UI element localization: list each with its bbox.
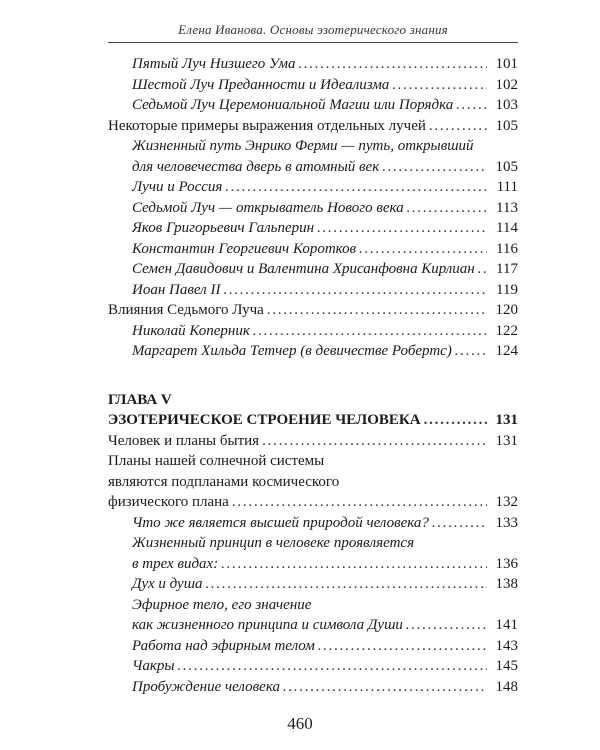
toc-entry-page: 105 bbox=[495, 158, 518, 175]
leader-dots bbox=[424, 410, 487, 431]
table-of-contents bbox=[108, 54, 518, 697]
toc-entry-page: 117 bbox=[496, 261, 518, 277]
toc-entry-title: Константин Георгиевич Коротков bbox=[132, 240, 357, 257]
toc-entry-title: Николай Коперник bbox=[132, 322, 250, 339]
toc-entry-page: 132 bbox=[495, 494, 518, 510]
leader-dots bbox=[318, 636, 487, 657]
page-number: 460 bbox=[287, 714, 313, 733]
toc-entry-title: для человечества дверь в атомный век bbox=[132, 158, 380, 175]
toc-entry-title: Жизненный принцип в человеке проявляется bbox=[132, 535, 415, 551]
chapter-title-entry[interactable] bbox=[108, 410, 518, 431]
toc-entry-title: Лучи и Россия bbox=[132, 179, 223, 195]
toc-entry-page: 133 bbox=[495, 514, 518, 531]
toc-entry-title: как жизненного принципа и символа Души bbox=[132, 617, 403, 633]
toc-entry-title: Влияния Седьмого Луча bbox=[108, 302, 264, 318]
toc-entry[interactable] bbox=[108, 218, 518, 239]
header-rule bbox=[108, 42, 518, 43]
leader-dots bbox=[455, 341, 487, 362]
leader-dots bbox=[406, 615, 487, 636]
toc-entry[interactable] bbox=[108, 198, 518, 219]
toc-entry-title: Дух и душа bbox=[132, 576, 203, 592]
toc-entry[interactable] bbox=[108, 636, 518, 657]
toc-entry-page: 113 bbox=[496, 199, 518, 216]
leader-dots bbox=[267, 300, 487, 321]
leader-dots bbox=[432, 513, 487, 534]
toc-entry-title: Пробуждение человека bbox=[132, 678, 280, 695]
toc-entry-title: Маргарет Хильда Тетчер (в девичестве Робертс) bbox=[132, 343, 452, 359]
toc-entry[interactable] bbox=[108, 341, 518, 362]
leader-dots bbox=[478, 259, 487, 280]
toc-entry-title: физического плана bbox=[108, 494, 229, 510]
toc-entry-line[interactable] bbox=[108, 451, 518, 472]
toc-entry[interactable] bbox=[108, 177, 518, 198]
toc-entry-title: Яков Григорьевич Гальперин bbox=[132, 220, 315, 236]
toc-entry-page: 124 bbox=[495, 343, 518, 359]
chapter-label: ГЛАВА V bbox=[108, 391, 172, 408]
leader-dots bbox=[317, 218, 487, 239]
toc-entry[interactable] bbox=[108, 54, 518, 75]
toc-entry-title: Планы нашей солнечной системы bbox=[108, 453, 325, 469]
toc-entry-title: Пятый Луч Низшего Ума bbox=[132, 56, 296, 72]
leader-dots bbox=[298, 54, 487, 75]
toc-entry-line[interactable] bbox=[108, 472, 518, 493]
toc-entry[interactable] bbox=[108, 615, 518, 636]
toc-entry-title: Человек и планы бытия bbox=[108, 432, 260, 449]
toc-entry-page: 102 bbox=[495, 76, 518, 93]
toc-entry[interactable] bbox=[108, 75, 518, 96]
leader-dots bbox=[221, 554, 487, 575]
leader-dots bbox=[382, 157, 487, 178]
chapter-title: ЭЗОТЕРИЧЕСКОЕ СТРОЕНИЕ ЧЕЛОВЕКА bbox=[108, 412, 421, 428]
leader-dots bbox=[206, 574, 487, 595]
toc-entry-title: в трех видах: bbox=[132, 555, 219, 572]
toc-entry[interactable] bbox=[108, 554, 518, 575]
toc-entry-title: Работа над эфирным телом bbox=[132, 637, 315, 654]
toc-entry-page: 143 bbox=[495, 637, 518, 654]
toc-entry-title: Шестой Луч Преданности и Идеализма bbox=[132, 76, 390, 93]
leader-dots bbox=[232, 492, 487, 513]
toc-entry[interactable] bbox=[108, 300, 518, 321]
leader-dots bbox=[456, 95, 487, 116]
toc-entry[interactable] bbox=[108, 677, 518, 698]
leader-dots bbox=[429, 116, 487, 137]
toc-entry-page: 114 bbox=[496, 220, 518, 236]
leader-dots bbox=[178, 656, 487, 677]
toc-entry[interactable] bbox=[108, 656, 518, 677]
toc-entry-page: 131 bbox=[495, 412, 518, 428]
toc-entry-title: Жизненный путь Энрико Ферми — путь, открывший bbox=[132, 138, 474, 154]
toc-entry-line[interactable] bbox=[108, 533, 518, 554]
toc-entry-title: Некоторые примеры выражения отдельных лучей bbox=[108, 117, 426, 134]
toc-entry[interactable] bbox=[108, 157, 518, 178]
leader-dots bbox=[223, 280, 487, 301]
toc-entry[interactable] bbox=[108, 431, 518, 452]
toc-entry[interactable] bbox=[108, 239, 518, 260]
toc-entry[interactable] bbox=[108, 513, 518, 534]
toc-entry-page: 131 bbox=[495, 432, 518, 449]
toc-entry-page: 148 bbox=[495, 678, 518, 695]
toc-entry-page: 111 bbox=[496, 179, 518, 195]
toc-entry-title: Седьмой Луч — открыватель Нового века bbox=[132, 199, 404, 216]
toc-entry-page: 136 bbox=[495, 555, 518, 572]
leader-dots bbox=[262, 431, 487, 452]
leader-dots bbox=[407, 198, 487, 219]
toc-entry-page: 116 bbox=[496, 240, 518, 257]
toc-entry-title: Что же является высшей природой человека? bbox=[132, 514, 429, 531]
toc-entry-page: 119 bbox=[496, 281, 518, 298]
toc-entry-page: 105 bbox=[495, 117, 518, 134]
leader-dots bbox=[253, 321, 487, 342]
leader-dots bbox=[283, 677, 487, 698]
toc-entry-page: 141 bbox=[495, 617, 518, 633]
toc-entry-page: 120 bbox=[495, 302, 518, 318]
toc-entry-title: Иоан Павел II bbox=[132, 281, 221, 298]
toc-entry-title: являются подпланами космического bbox=[108, 473, 340, 490]
toc-entry-page: 122 bbox=[495, 322, 518, 339]
toc-entry[interactable] bbox=[108, 280, 518, 301]
toc-entry-line[interactable] bbox=[108, 136, 518, 157]
toc-entry-page: 101 bbox=[495, 56, 518, 72]
leader-dots bbox=[359, 239, 487, 260]
toc-entry[interactable] bbox=[108, 116, 518, 137]
toc-entry[interactable] bbox=[108, 492, 518, 513]
toc-entry-title: Эфирное тело, его значение bbox=[132, 596, 312, 613]
running-header: Елена Иванова. Основы эзотерического знания bbox=[178, 22, 448, 37]
toc-entry-page: 103 bbox=[495, 97, 518, 113]
toc-entry-page: 138 bbox=[495, 576, 518, 592]
toc-entry-title: Семен Давидович и Валентина Хрисанфовна Кирлиан bbox=[132, 261, 475, 277]
leader-dots bbox=[392, 75, 487, 96]
toc-entry[interactable] bbox=[108, 574, 518, 595]
toc-entry[interactable] bbox=[108, 259, 518, 280]
toc-entry-line[interactable] bbox=[108, 595, 518, 616]
toc-entry[interactable] bbox=[108, 321, 518, 342]
leader-dots bbox=[225, 177, 487, 198]
toc-entry-page: 145 bbox=[495, 658, 518, 674]
toc-entry[interactable] bbox=[108, 95, 518, 116]
toc-entry-title: Седьмой Луч Церемониальной Магии или Порядка bbox=[132, 97, 454, 113]
toc-entry-title: Чакры bbox=[132, 658, 175, 674]
